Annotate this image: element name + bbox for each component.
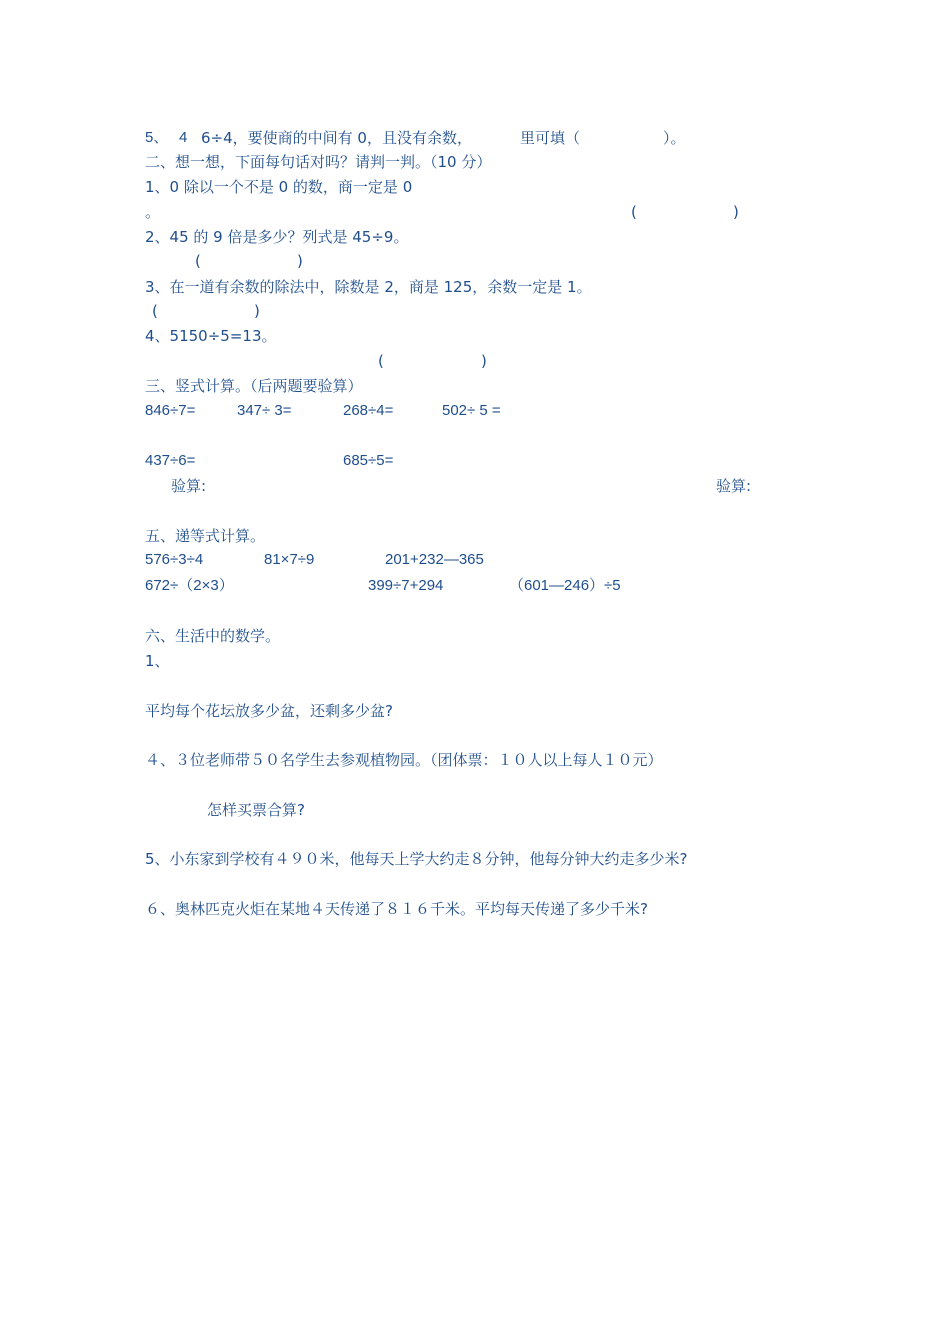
judge-item-2-paren-right: ) [297, 252, 303, 270]
judge-item-3-paren-right: ) [254, 302, 260, 320]
judge-item-1-paren-left: ( [631, 203, 637, 221]
judge-item-3-paren-left: ( [152, 302, 158, 320]
judge-item-4: 4、5150÷5=13。 [145, 327, 277, 345]
judge-item-1-end: 。 [145, 203, 161, 221]
judge-item-4-paren-left: ( [378, 352, 384, 370]
q5-text: 6÷4，要使商的中间有 0，且没有余数， [201, 129, 472, 147]
vertical-calc-2: 347÷ 3= [237, 402, 292, 419]
check-label-left: 验算: [171, 477, 207, 495]
word-problem-6: ６、奥林匹克火炬在某地４天传递了８１６千米。平均每天传递了多少千米? [145, 900, 648, 918]
vertical-calc-5: 437÷6= [145, 452, 196, 469]
step-calc-6: （601—246）÷5 [509, 577, 621, 594]
step-calc-5: 399÷7+294 [368, 577, 444, 594]
step-calc-2: 81×7÷9 [264, 551, 315, 568]
judge-item-3: 3、在一道有余数的除法中，除数是 2，商是 125，余数一定是 1。 [145, 278, 592, 296]
vertical-calc-4: 502÷ 5 = [442, 402, 501, 419]
q5-digit: 4 [179, 129, 188, 146]
step-calc-1: 576÷3÷4 [145, 551, 204, 568]
vertical-calc-3: 268÷4= [343, 402, 394, 419]
vertical-calc-6: 685÷5= [343, 452, 394, 469]
word-problem-5: 5、小东家到学校有４９０米，他每天上学大约走８分钟，他每分钟大约走多少米? [145, 850, 688, 868]
q5-fill-label: 里可填（ [520, 129, 581, 147]
step-calc-3: 201+232—365 [385, 551, 484, 568]
judge-item-2-paren-left: ( [195, 252, 201, 270]
judge-item-4-paren-right: ) [481, 352, 487, 370]
section-6-title: 六、生活中的数学。 [145, 627, 281, 645]
word-problem-4: ４、３位老师带５０名学生去参观植物园。（团体票：１０人以上每人１０元） [145, 751, 663, 769]
judge-item-1-paren-right: ) [733, 203, 739, 221]
word-problem-1-number: 1、 [145, 652, 170, 670]
q5-fill-close: ）。 [663, 129, 686, 147]
judge-item-2: 2、45 的 9 倍是多少？列式是 45÷9。 [145, 228, 409, 246]
step-calc-4: 672÷（2×3） [145, 577, 234, 594]
section-5-title: 五、递等式计算。 [145, 527, 266, 545]
word-problem-4-question: 怎样买票合算? [207, 801, 305, 819]
vertical-calc-1: 846÷7= [145, 402, 196, 419]
section-3-title: 三、竖式计算。（后两题要验算） [145, 377, 363, 395]
word-problem-1-text: 平均每个花坛放多少盆，还剩多少盆? [145, 702, 393, 720]
check-label-right: 验算: [716, 477, 752, 495]
section-2-title: 二、想一想，下面每句话对吗？请判一判。（10 分） [145, 153, 492, 171]
judge-item-1: 1、0 除以一个不是 0 的数，商一定是 0 [145, 178, 413, 196]
q5-number: 5、 [145, 129, 169, 146]
